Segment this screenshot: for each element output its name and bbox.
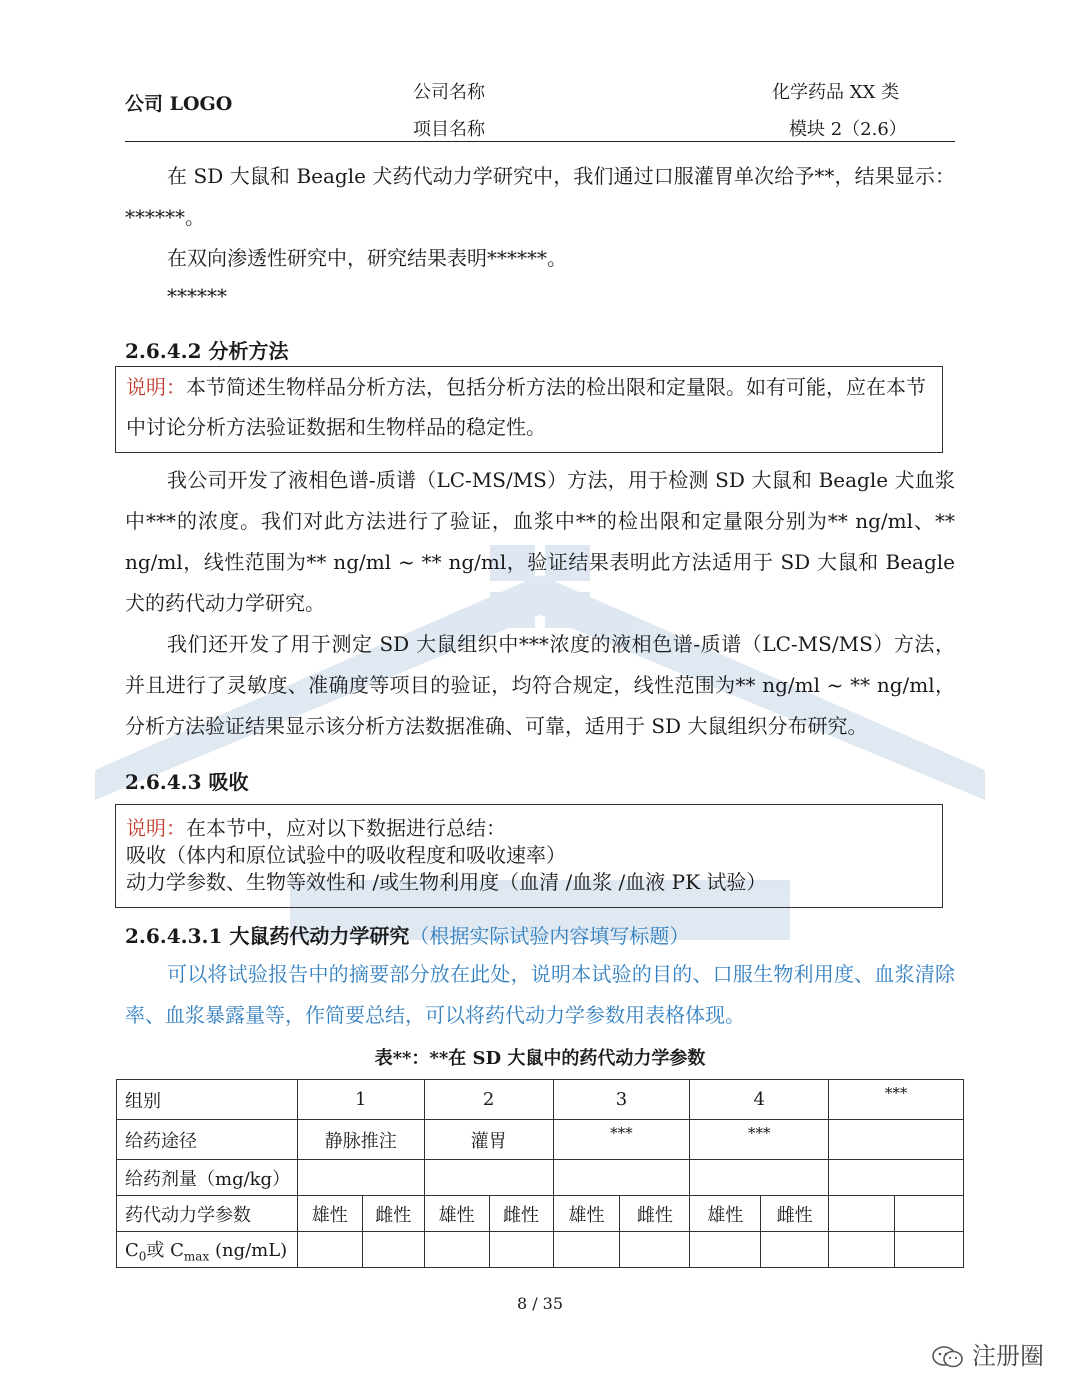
note-box-analysis [115,366,943,453]
sex-cell: 雌性 [620,1196,690,1232]
table-row [117,1160,964,1196]
route-cell [829,1120,964,1160]
heading-hint: （根据实际试验内容填写标题） [409,924,690,948]
analysis-paragraph-1: 我公司开发了液相色谱-质谱（LC-MS/MS）方法，用于检测 SD 大鼠和 Beagle 犬血浆中***的浓度。我们对此方法进行了验证，血浆中**的检出限和定量限分别为** ng/ml、** ng/ml，线性范围为** ng/ml ~ ** ng/ml，验证结果表明此方法适用于 SD 大鼠和 Beagle 犬的药代动力学研究。 [125,468,955,615]
brand-watermark [932,1336,1044,1371]
row-label: 药代动力学参数 [117,1196,298,1232]
sex-cell: 雄性 [297,1196,362,1232]
dose-cell [424,1160,553,1196]
route-cell: 静脉推注 [297,1120,424,1160]
table-caption: 表**：**在 SD 大鼠中的药代动力学参数 [374,1048,706,1069]
value-cell [620,1232,690,1268]
sex-cell: 雌性 [362,1196,424,1232]
sex-cell: 雄性 [553,1196,620,1232]
dose-cell [553,1160,690,1196]
note-line: 在本节中，应对以下数据进行总结： [186,816,506,840]
value-cell [553,1232,620,1268]
value-cell [297,1232,362,1268]
sex-cell: 雌性 [489,1196,553,1232]
sex-cell [829,1196,895,1232]
value-cell [424,1232,489,1268]
page-number: 8 / 35 [516,1294,564,1313]
group-cell: 4 [690,1080,829,1120]
note-box-absorption [115,804,943,908]
note-line: 吸收（体内和原位试验中的吸收程度和吸收速率） [126,843,566,867]
route-cell: *** [553,1120,690,1160]
section-heading-absorption: 2.6.4.3 吸收 [125,770,249,794]
pk-parameter-table [116,1079,964,1268]
value-cell [489,1232,553,1268]
dose-cell [829,1160,964,1196]
module-label: 模块 2（2.6） [789,119,907,140]
sex-cell [895,1196,964,1232]
section-heading-analysis-method: 2.6.4.2 分析方法 [125,339,289,363]
note-label: 说明： [126,816,186,840]
row-label: 组别 [117,1080,298,1120]
value-cell [829,1232,895,1268]
group-cell: 2 [424,1080,553,1120]
row-label: 给药途径 [117,1120,298,1160]
table-row [117,1120,964,1160]
group-cell: *** [829,1080,964,1120]
row-label-cmax: $C_0$或 $C_{max}$ (ng/mL) [117,1232,298,1268]
row-label: 给药剂量（mg/kg） [117,1160,298,1196]
sex-cell: 雌性 [761,1196,829,1232]
route-cell: 灌胃 [424,1120,553,1160]
table-row [117,1196,964,1232]
company-name: 公司名称 [413,82,485,103]
sex-cell: 雄性 [690,1196,761,1232]
table-row [117,1080,964,1120]
route-cell: *** [690,1120,829,1160]
sex-cell: 雄性 [424,1196,489,1232]
value-cell [761,1232,829,1268]
value-cell [362,1232,424,1268]
note-text: 本节简述生物样品分析方法，包括分析方法的检出限和定量限。如有可能，应在本节中讨论分析方法验证数据和生物样品的稳定性。 [126,375,926,439]
chat-bubble-icon [932,1345,964,1369]
company-logo-text: 公司 LOGO [125,93,233,115]
drug-category: 化学药品 XX 类 [772,82,900,103]
note-label: 说明： [126,375,186,399]
table-row [117,1232,964,1268]
header-divider [125,141,955,142]
intro-paragraph-3: ****** [167,284,227,308]
group-cell: 3 [553,1080,690,1120]
value-cell [895,1232,964,1268]
brand-name: 注册圈 [972,1342,1044,1370]
intro-paragraph-1: 在 SD 大鼠和 Beagle 犬药代动力学研究中，我们通过口服灌胃单次给予**，结果显示：******。 [125,164,955,229]
note-line: 动力学参数、生物等效性和 /或生物利用度（血清 /血浆 /血液 PK 试验） [126,870,767,894]
subsection-title: 2.6.4.3.1 大鼠药代动力学研究 [125,924,410,948]
value-cell [690,1232,761,1268]
subsection-heading-rat-pk [125,920,689,949]
hint-paragraph: 可以将试验报告中的摘要部分放在此处，说明本试验的目的、口服生物利用度、血浆清除率、血浆暴露量等，作简要总结，可以将药代动力学参数用表格体现。 [125,962,955,1027]
project-name: 项目名称 [413,119,485,140]
intro-paragraph-2: 在双向渗透性研究中，研究结果表明******。 [167,246,567,270]
dose-cell [690,1160,829,1196]
analysis-paragraph-2: 我们还开发了用于测定 SD 大鼠组织中***浓度的液相色谱-质谱（LC-MS/MS）方法，并且进行了灵敏度、准确度等项目的验证，均符合规定，线性范围为** ng/ml ~ ** ng/ml，分析方法验证结果显示该分析方法数据准确、可靠，适用于 SD 大鼠组织分布研究。 [125,632,955,738]
group-cell: 1 [297,1080,424,1120]
dose-cell [297,1160,424,1196]
